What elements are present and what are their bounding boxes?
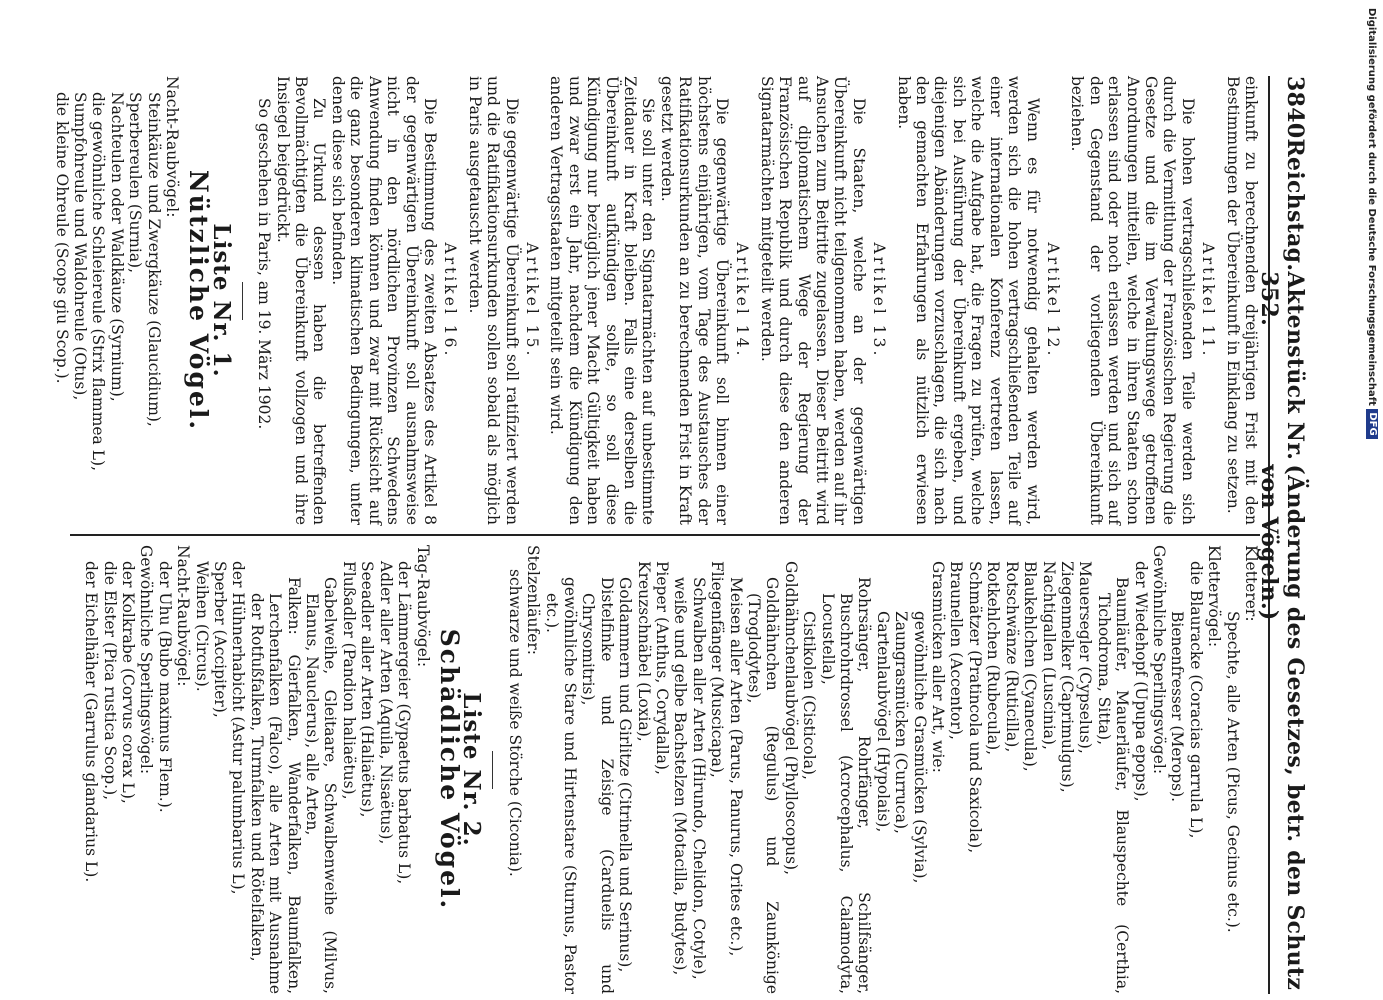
article-14-text-1: Die gegenwärtige Übereinkunft soll binnen einer höchstens einjährigen, vom Tage des Austausches der Ratifikationsurkunden an zu berechnenden Frist in Kraft gesetzt werden. xyxy=(657,76,732,525)
section-separator xyxy=(242,282,243,320)
article-13-text: Die Staaten, welche an der gegenwärtigen Übereinkunft nicht teilgenommen haben, werden auf ihr Ansuchen zum Beitritte zugelassen. Dieser Beitritt wird auf diplomatischem Wege der Regierung der Französischen Republik und durch diese den anderen Signatarmächten mitgeteilt werden. xyxy=(757,76,868,525)
article-14-heading: Artikel 14. xyxy=(733,242,752,359)
list-item: schwarze und weiße Störche (Ciconia). xyxy=(505,569,524,877)
list-item: Spechte, alle Arten (Picus, Gecinus etc.). xyxy=(1223,611,1242,933)
article-12-text: Wenn es für notwendig gehalten werden wird, werden sich die hohen vertragschließenden Teile auf einer internationalen Konferenz vertreten lassen, welche die Aufgabe hat, die Fragen zu prüfen, welche sich bei Ausführung der Übereinkunft ergeben, und diejenigen Abänderungen vorzuschlagen, die sich nach den gemachten Erfahrungen als nützlich erwiesen haben. xyxy=(894,76,1042,525)
list-2-subtitle: Schädliche Vögel. xyxy=(434,628,464,911)
list-item: Adler aller Arten (Aquila, Nisaëtus), xyxy=(376,561,395,845)
list-item: die kleine Ohreule (Scops giu Scop.). xyxy=(52,92,71,384)
list-item: der Lämmergeier (Gypaetus barbatus L), xyxy=(395,561,414,885)
list-item: Distelfinke und Zeisige (Carduelis und Chrysomitris), xyxy=(579,577,616,994)
list-item: Bienenfresser (Merops). xyxy=(1168,611,1187,803)
dfg-logo: DFG xyxy=(1366,409,1378,438)
article-14-text-2: Sie soll unter den Signatarmächten auf unbestimmte Zeitdauer in Kraft bleiben. Falls eine derselben die Übereinkunft aufkündigen sollte, so soll diese Kündigung nur bezüglich jener Macht Gültigkeit haben und zwar erst ein Jahr, nachdem die Kündigung den anderen Vertragsstaaten mitgeteilt sein wird. xyxy=(547,76,658,525)
list-item: Schwalben aller Arten (Hirundo, Chelidon, Cotyle), xyxy=(689,577,708,980)
list-item: der Wiedehopf (Upupa epops), xyxy=(1131,561,1150,802)
list-item: Nachtigallen (Luscinia), xyxy=(1039,561,1058,750)
list-item: Schmätzer (Pratincola und Saxicola), xyxy=(965,561,984,854)
harmful-birds-list xyxy=(82,545,432,994)
article-16-text: Die Bestimmung des zweiten Absatzes des Artikel 8 der gegenwärtigen Übereinkunft soll ausnahmsweise nicht in den nördlichen Provinzen Schwedens Anwendung finden können und zwar mit Rücksicht auf die ganz besonderen klimatischen Bedingungen, unter denen diese sich befinden. xyxy=(328,76,439,525)
list-item: Pieper (Anthus, Corydalla), xyxy=(653,561,671,775)
list-item: Ziegenmelker (Caprimulgus), xyxy=(1057,561,1076,793)
article-11-heading: Artikel 11. xyxy=(1199,242,1218,359)
list-group-heading: Gewöhnliche Sperlingsvögel: xyxy=(137,545,156,775)
list-1-group: Nacht-Raubvögel: xyxy=(163,76,182,218)
section-separator xyxy=(492,751,493,789)
list-item: Meisen aller Arten (Parus, Panurus, Orites etc.), xyxy=(726,577,745,957)
article-15-text: Die gegenwärtige Übereinkunft soll ratifiziert werden und die Ratifikationsurkunden sollen sobald als möglich in Paris ausgetauscht werden. xyxy=(465,76,521,525)
list-item: Rotkehlchen (Rubecula), xyxy=(984,561,1003,756)
list-item: Mauersegler (Cypselus), xyxy=(1076,561,1095,754)
list-item: Fliegenfänger (Muscicapa), xyxy=(708,561,727,778)
dfg-watermark xyxy=(1360,8,1382,568)
list-item: die Elster (Pica rustica Scop.), xyxy=(100,561,119,801)
bird-list-continued xyxy=(505,545,1260,994)
article-13-heading: Artikel 13. xyxy=(870,242,889,359)
page-number: 3840 xyxy=(1282,76,1308,139)
article-15-heading: Artikel 15. xyxy=(522,242,541,359)
list-item: weiße und gelbe Bachstelzen (Motacilla, Budytes), xyxy=(671,577,690,976)
list-group-heading: Kletterer: xyxy=(1242,545,1260,622)
list-item: Seeadler aller Arten (Haliaëtus), xyxy=(358,561,377,818)
list-item: Nachteulen oder Waldkäuze (Syrnium), xyxy=(107,92,126,402)
list-item: Weihen (Circus). xyxy=(192,561,211,692)
list-item: Goldhähnchenlaubvögel (Phylloscopus), xyxy=(781,561,800,876)
list-group-heading: Nacht-Raubvögel: xyxy=(174,545,193,687)
list-group-heading: Gewöhnliche Sperlingsvögel: xyxy=(1149,545,1168,775)
list-2-title: Liste Nr. 2. xyxy=(458,692,486,847)
list-item: Grasmücken aller Art, wie: xyxy=(929,561,948,773)
list-item: Kreuzschnäbel (Loxia), xyxy=(634,561,653,742)
list-item: Flußadler (Pandion haliaëtus), xyxy=(339,561,358,800)
list-item: Cistikolen (Cisticola), xyxy=(800,611,819,780)
list-item: Gabelweihe, Gleitaare, Schwalbenweihe (Milvus, Elanus, Nauclerus), alle Arten, xyxy=(303,577,340,994)
article-11-text: Die hohen vertragschließenden Teile werden sich durch die Vermittlung der Französischen Regierung die Gesetze und die im Verwaltungswege getroffenen Anordnungen mitteilen, welche in ihren Staaten schon erlassen sind oder noch erlassen werden und sich auf den Gegenstand der vorliegenden Übereinkunft beziehen. xyxy=(1068,76,1197,525)
list-item: die gewöhnliche Schleiereule (Strix flammea L), xyxy=(89,92,108,471)
left-column xyxy=(52,76,1260,525)
list-item: Rohrsänger, Rohrfänger, Schilfsänger, Buschrohrdrossel (Acrocephalus, Calamodyta, Locustella), xyxy=(818,577,874,994)
list-item: der Hühnerhabicht (Astur palumbarius L), xyxy=(229,561,248,895)
paragraph-intro: einkunft zu berechnenden dreijährigen Frist mit den Bestimmungen der Übereinkunft in Einklang zu setzen. xyxy=(1223,76,1260,525)
list-1-title: Liste Nr. 1. xyxy=(207,223,235,378)
list-item: der Kolkrabe (Corvus corax L), xyxy=(119,561,138,804)
list-1-subtitle: Nützliche Vögel. xyxy=(184,169,214,432)
document-subject: (Änderung des Gesetzes, betr. den Schutz von Vögeln.) xyxy=(1256,464,1308,991)
list-item: Gartenlaubvögel (Hypolais), xyxy=(873,611,892,833)
list-item: Baumläufer, Mauerläufer, Blauspechte (Certhia, Tichodroma, Sitta), xyxy=(1094,577,1132,994)
list-item: Steinkäuze und Zwergkäuze (Glaucidium), xyxy=(144,92,163,427)
list-group-heading: Stelzenläufer: xyxy=(524,545,543,656)
page-header xyxy=(1256,76,1308,994)
list-item: der Uhu (Bubo maximus Flem.). xyxy=(155,561,174,813)
list-item: Sumpfohreule und Waldohreule (Otus), xyxy=(71,92,90,401)
list-item: gewöhnliche Stare und Hirtenstare (Sturnus, Pastor etc.). xyxy=(542,577,579,994)
right-column xyxy=(70,545,1260,994)
signing-place-date: So geschehen in Paris, am 19. März 1902. xyxy=(255,98,274,430)
list-item: Goldhähnchen (Regulus) und Zaunkönige (Troglodytes), xyxy=(745,577,782,994)
list-item: Zaungrasmücken (Curruca), xyxy=(892,611,911,834)
list-item: die Blauracke (Coracias garrula L), xyxy=(1186,561,1205,839)
list-item: gewöhnliche Grasmücken (Sylvia), xyxy=(910,611,929,884)
two-column-body xyxy=(52,76,1260,994)
document-number: Aktenstück Nr. 352. xyxy=(1256,271,1308,461)
watermark-text: Digitalisierung gefördert durch die Deutsche Forschungsgemeinschaft xyxy=(1366,8,1377,406)
list-item: Goldammern und Girlitze (Citrinella und Serinus), xyxy=(616,577,635,973)
document-page xyxy=(52,70,1308,1000)
list-item: Rotschwänze (Ruticilla), xyxy=(1002,561,1021,753)
list-group-heading: Tag-Raubvögel: xyxy=(413,545,432,668)
publication-name: Reichstag. xyxy=(1282,138,1308,272)
urkund-text: Zu Urkund dessen haben die betreffenden Bevollmächtigten die Übereinkunft vollzogen und ihre Insiegel beigedrückt. xyxy=(273,76,329,525)
article-12-heading: Artikel 12. xyxy=(1043,242,1062,359)
list-group-heading: Klettervögel: xyxy=(1205,545,1224,648)
article-16-heading: Artikel 16. xyxy=(441,242,460,359)
list-item: Braunellen (Accentor), xyxy=(947,561,966,740)
list-item: Blaukehlchen (Cyanecula), xyxy=(1021,561,1040,772)
list-item: Sperbereulen (Surnia), xyxy=(126,92,145,274)
list-item: Falken: Gierfalken, Wanderfalken, Baumfalken, Lerchenfalken (Falco), alle Arten mit Ausnahme der Rotfußfalken, Turmfalken und Rötelfalken, xyxy=(247,577,303,994)
list-item: der Eichelhäher (Garrulus glandarius L). xyxy=(82,561,101,883)
column-divider xyxy=(70,534,1260,536)
list-item: Sperber (Accipiter), xyxy=(211,561,230,718)
